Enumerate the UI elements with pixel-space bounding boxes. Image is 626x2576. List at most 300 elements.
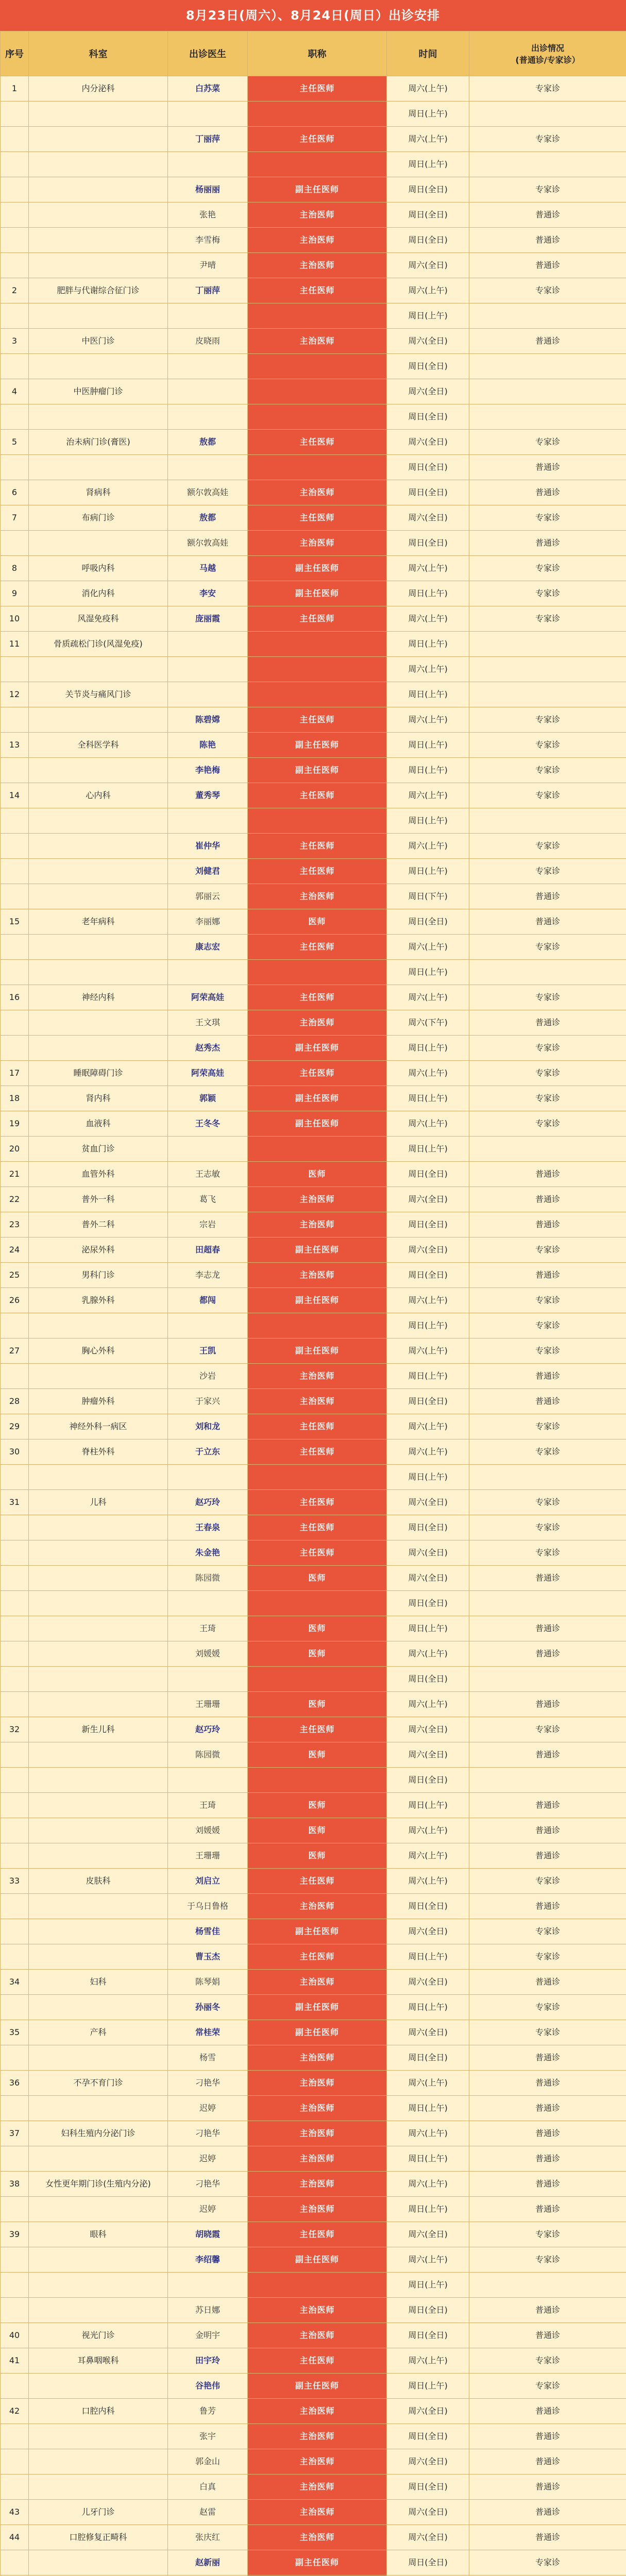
row-time: 周六(上午) [387,2348,469,2374]
row-title: 主治医师 [248,2121,387,2146]
row-dept [29,2247,168,2273]
row-no: 7 [1,505,29,531]
row-dept: 儿科 [29,1490,168,1515]
row-dept: 老年病科 [29,909,168,935]
row-title: 主任医师 [248,2222,387,2247]
row-no: 39 [1,2222,29,2247]
row-no [1,834,29,859]
row-no [1,303,29,329]
table-row [1,1768,626,1793]
row-type: 专家诊 [469,606,626,632]
row-no [1,1742,29,1768]
table-row [1,2197,626,2222]
row-dept: 肥胖与代谢综合征门诊 [29,278,168,303]
row-title: 主治医师 [248,2071,387,2096]
row-doctor: 刘媛媛 [168,1641,248,1667]
row-dept [29,1995,168,2020]
row-no [1,455,29,480]
row-no [1,1313,29,1338]
table-row [1,379,626,404]
row-no [1,1793,29,1818]
table-row [1,2273,626,2298]
row-doctor: 敖都 [168,430,248,455]
row-doctor [168,1313,248,1338]
row-dept [29,2146,168,2172]
table-row [1,1414,626,1439]
row-type: 专家诊 [469,556,626,581]
row-doctor: 杨雪佳 [168,1919,248,1944]
table-row [1,152,626,177]
row-type: 专家诊 [469,1086,626,1111]
table-row [1,202,626,228]
row-doctor: 白苏菜 [168,76,248,101]
row-time: 周六(上午) [387,1869,469,1894]
row-title: 主任医师 [248,505,387,531]
row-no: 27 [1,1338,29,1364]
row-no [1,1818,29,1843]
row-dept [29,1818,168,1843]
row-dept [29,2550,168,2575]
row-time: 周六(全日) [387,2525,469,2550]
row-title: 主治医师 [248,1010,387,1036]
table-row [1,1566,626,1591]
table-row [1,2449,626,2475]
row-dept [29,1692,168,1717]
row-type: 专家诊 [469,1313,626,1338]
table-row [1,581,626,606]
table-row [1,1869,626,1894]
row-title: 主治医师 [248,1263,387,1288]
row-type [469,682,626,707]
row-time: 周六(上午) [387,834,469,859]
row-type [469,303,626,329]
row-time: 周日(上午) [387,101,469,127]
row-type: 专家诊 [469,1944,626,1970]
row-type: 专家诊 [469,859,626,884]
row-time: 周日(全日) [387,1591,469,1616]
row-time: 周六(上午) [387,1692,469,1717]
row-no: 33 [1,1869,29,1894]
row-time: 周日(全日) [387,480,469,505]
table-row [1,2247,626,2273]
row-dept [29,127,168,152]
row-no: 5 [1,430,29,455]
row-no [1,2374,29,2399]
row-type: 普通诊 [469,1843,626,1869]
row-type [469,657,626,682]
row-dept: 中医肿瘤门诊 [29,379,168,404]
row-type: 专家诊 [469,1061,626,1086]
table-row [1,1490,626,1515]
row-title [248,960,387,985]
row-dept: 脊柱外科 [29,1439,168,1465]
row-title: 主治医师 [248,253,387,278]
row-dept [29,404,168,430]
row-title: 主治医师 [248,531,387,556]
row-no: 17 [1,1061,29,1086]
row-no [1,1894,29,1919]
row-no [1,707,29,733]
row-type: 普通诊 [469,1010,626,1036]
row-doctor: 迟婷 [168,2197,248,2222]
row-title: 主治医师 [248,2096,387,2121]
row-time: 周日(全日) [387,2323,469,2348]
table-row [1,1717,626,1742]
row-time: 周六(上午) [387,1641,469,1667]
row-no: 21 [1,1162,29,1187]
row-time: 周六(上午) [387,606,469,632]
row-type: 普通诊 [469,1742,626,1768]
row-doctor: 胡晓霞 [168,2222,248,2247]
row-time: 周日(全日) [387,1768,469,1793]
row-dept: 普外一科 [29,1187,168,1212]
row-dept [29,1894,168,1919]
row-doctor: 尹晴 [168,253,248,278]
row-time: 周六(全日) [387,1742,469,1768]
row-dept [29,2045,168,2071]
row-dept: 肾内科 [29,1086,168,1111]
row-type [469,152,626,177]
row-no [1,1566,29,1591]
row-title: 医师 [248,1692,387,1717]
table-row [1,2071,626,2096]
row-no [1,127,29,152]
row-no [1,2475,29,2500]
row-dept: 血管外科 [29,1162,168,1187]
row-title: 主治医师 [248,2146,387,2172]
table-row [1,329,626,354]
table-row [1,1944,626,1970]
row-title: 主治医师 [248,228,387,253]
row-no: 28 [1,1389,29,1414]
row-title: 主任医师 [248,834,387,859]
table-row [1,2500,626,2525]
row-dept [29,758,168,783]
row-dept [29,531,168,556]
row-doctor [168,1137,248,1162]
row-time: 周日(全日) [387,1162,469,1187]
row-title: 副主任医师 [248,2020,387,2045]
table-row [1,1187,626,1212]
row-type: 普通诊 [469,1162,626,1187]
table-row [1,834,626,859]
table-row [1,1364,626,1389]
row-type: 普通诊 [469,2449,626,2475]
row-title [248,152,387,177]
row-doctor: 王志敏 [168,1162,248,1187]
row-title: 主任医师 [248,707,387,733]
row-doctor: 王珊珊 [168,1843,248,1869]
row-title: 主治医师 [248,1187,387,1212]
row-doctor: 王琦 [168,1616,248,1641]
row-doctor: 张庆红 [168,2525,248,2550]
row-type: 专家诊 [469,1414,626,1439]
row-title: 主治医师 [248,1894,387,1919]
row-dept [29,1591,168,1616]
row-doctor: 迟婷 [168,2146,248,2172]
row-type [469,404,626,430]
row-no: 23 [1,1212,29,1238]
table-row [1,2298,626,2323]
row-no: 35 [1,2020,29,2045]
row-type: 专家诊 [469,430,626,455]
table-row [1,1111,626,1137]
row-type: 普通诊 [469,228,626,253]
row-title: 医师 [248,1162,387,1187]
row-doctor: 赵巧玲 [168,1490,248,1515]
row-no: 9 [1,581,29,606]
row-no: 25 [1,1263,29,1288]
row-type: 普通诊 [469,2298,626,2323]
row-type: 专家诊 [469,733,626,758]
row-title: 副主任医师 [248,556,387,581]
row-type: 专家诊 [469,834,626,859]
row-title: 主治医师 [248,884,387,909]
row-doctor: 刘媛媛 [168,1818,248,1843]
row-no [1,808,29,834]
row-dept: 普外二科 [29,1212,168,1238]
row-title: 副主任医师 [248,1086,387,1111]
table-row [1,783,626,808]
row-time: 周日(上午) [387,758,469,783]
row-no [1,177,29,202]
row-type: 普通诊 [469,1364,626,1389]
row-time: 周六(全日) [387,1566,469,1591]
row-doctor [168,1591,248,1616]
row-doctor: 谷艳伟 [168,2374,248,2399]
row-no [1,1616,29,1641]
row-dept: 不孕不育门诊 [29,2071,168,2096]
row-type: 普通诊 [469,2500,626,2525]
row-time: 周日(全日) [387,531,469,556]
row-time: 周日(上午) [387,859,469,884]
row-title [248,808,387,834]
table-row [1,2374,626,2399]
row-time: 周六(上午) [387,707,469,733]
header-no: 序号 [1,31,29,76]
table-row [1,2096,626,2121]
row-time: 周六(全日) [387,2020,469,2045]
row-type: 普通诊 [469,909,626,935]
row-title: 主任医师 [248,127,387,152]
row-type: 普通诊 [469,2121,626,2146]
row-time: 周六(上午) [387,1061,469,1086]
row-dept [29,2197,168,2222]
table-row [1,76,626,101]
table-row [1,2222,626,2247]
row-type: 专家诊 [469,127,626,152]
table-row [1,884,626,909]
row-time: 周六(上午) [387,1414,469,1439]
row-title: 主任医师 [248,1439,387,1465]
row-dept [29,884,168,909]
row-type: 普通诊 [469,2071,626,2096]
row-title: 医师 [248,1641,387,1667]
row-title [248,404,387,430]
row-title: 主治医师 [248,1364,387,1389]
row-time: 周六(上午) [387,1439,469,1465]
row-type: 普通诊 [469,884,626,909]
row-type [469,2273,626,2298]
row-title: 主任医师 [248,278,387,303]
row-title: 主治医师 [248,2424,387,2449]
table-row [1,253,626,278]
row-type: 专家诊 [469,505,626,531]
row-dept: 产科 [29,2020,168,2045]
row-doctor [168,682,248,707]
table-row [1,985,626,1010]
row-dept: 内分泌科 [29,76,168,101]
table-row [1,127,626,152]
row-time: 周日(全日) [387,1894,469,1919]
row-no: 31 [1,1490,29,1515]
row-doctor: 宗岩 [168,1212,248,1238]
row-dept [29,1944,168,1970]
table-row [1,1894,626,1919]
row-type: 普通诊 [469,1692,626,1717]
row-title: 副主任医师 [248,2247,387,2273]
table-row [1,1793,626,1818]
row-doctor: 郭颖 [168,1086,248,1111]
row-title: 主治医师 [248,2045,387,2071]
row-doctor [168,455,248,480]
row-no [1,1010,29,1036]
row-time: 周日(全日) [387,1212,469,1238]
row-title: 副主任医师 [248,1919,387,1944]
row-doctor: 于家兴 [168,1389,248,1414]
row-doctor: 朱金艳 [168,1540,248,1566]
row-time: 周六(上午) [387,2172,469,2197]
row-doctor: 敖都 [168,505,248,531]
row-dept [29,960,168,985]
header-time: 时间 [387,31,469,76]
row-title: 主治医师 [248,2525,387,2550]
row-title: 主治医师 [248,1970,387,1995]
row-doctor: 李安 [168,581,248,606]
row-title: 副主任医师 [248,1995,387,2020]
row-title [248,1465,387,1490]
table-row [1,228,626,253]
row-title [248,1768,387,1793]
table-row [1,278,626,303]
row-doctor: 陈艳 [168,733,248,758]
row-type: 专家诊 [469,2247,626,2273]
table-row [1,1010,626,1036]
row-dept [29,1465,168,1490]
row-title [248,1591,387,1616]
row-time: 周六(全日) [387,2500,469,2525]
row-no [1,2298,29,2323]
table-row [1,1540,626,1566]
row-time: 周六(全日) [387,1919,469,1944]
row-dept: 皮肤科 [29,1869,168,1894]
table-row [1,1162,626,1187]
row-time: 周日(全日) [387,228,469,253]
table-row [1,2424,626,2449]
table-row [1,1465,626,1490]
row-time: 周日(上午) [387,2374,469,2399]
row-type: 专家诊 [469,2550,626,2575]
row-dept: 治未病门诊(膏医) [29,430,168,455]
row-type: 专家诊 [469,1490,626,1515]
row-dept [29,707,168,733]
row-no: 43 [1,2500,29,2525]
row-doctor: 赵秀杰 [168,1036,248,1061]
row-time: 周六(上午) [387,2247,469,2273]
row-dept [29,2273,168,2298]
row-no: 3 [1,329,29,354]
row-dept [29,202,168,228]
row-doctor: 田超春 [168,1238,248,1263]
row-doctor [168,1768,248,1793]
row-doctor: 常桂荣 [168,2020,248,2045]
row-title [248,657,387,682]
row-dept: 胸心外科 [29,1338,168,1364]
row-title: 主治医师 [248,2298,387,2323]
row-time: 周六(上午) [387,1111,469,1137]
row-time: 周日(全日) [387,2045,469,2071]
row-no [1,1843,29,1869]
table-row [1,303,626,329]
row-dept: 睡眠障碍门诊 [29,1061,168,1086]
row-dept: 神经内科 [29,985,168,1010]
table-row [1,1086,626,1111]
row-no [1,884,29,909]
row-no: 10 [1,606,29,632]
table-row [1,1263,626,1288]
row-doctor: 陈碧嫦 [168,707,248,733]
table-row [1,1061,626,1086]
row-title: 副主任医师 [248,1036,387,1061]
row-time: 周六(上午) [387,985,469,1010]
row-type: 普通诊 [469,1894,626,1919]
row-type: 普通诊 [469,2197,626,2222]
row-doctor: 额尔敦高娃 [168,480,248,505]
row-dept [29,1919,168,1944]
row-title: 主任医师 [248,1414,387,1439]
row-dept: 血液科 [29,1111,168,1137]
row-dept [29,1667,168,1692]
row-type: 普通诊 [469,1970,626,1995]
row-title [248,2273,387,2298]
row-doctor: 郭丽云 [168,884,248,909]
row-no: 22 [1,1187,29,1212]
row-title [248,379,387,404]
row-doctor: 王琦 [168,1793,248,1818]
row-no: 37 [1,2121,29,2146]
table-row [1,606,626,632]
table-row [1,909,626,935]
row-time: 周日(全日) [387,2475,469,2500]
row-doctor: 陈园微 [168,1566,248,1591]
table-row [1,1742,626,1768]
row-doctor: 曹玉杰 [168,1944,248,1970]
row-type [469,379,626,404]
row-time: 周六(上午) [387,1818,469,1843]
row-doctor: 董秀琴 [168,783,248,808]
row-title: 主治医师 [248,329,387,354]
row-time: 周日(全日) [387,404,469,430]
row-title [248,303,387,329]
row-doctor: 金明宇 [168,2323,248,2348]
row-title: 医师 [248,1843,387,1869]
row-dept: 关节炎与痛风门诊 [29,682,168,707]
row-doctor: 王珊珊 [168,1692,248,1717]
row-title: 医师 [248,909,387,935]
row-doctor: 杨雪 [168,2045,248,2071]
table-row [1,2121,626,2146]
row-dept: 贫血门诊 [29,1137,168,1162]
